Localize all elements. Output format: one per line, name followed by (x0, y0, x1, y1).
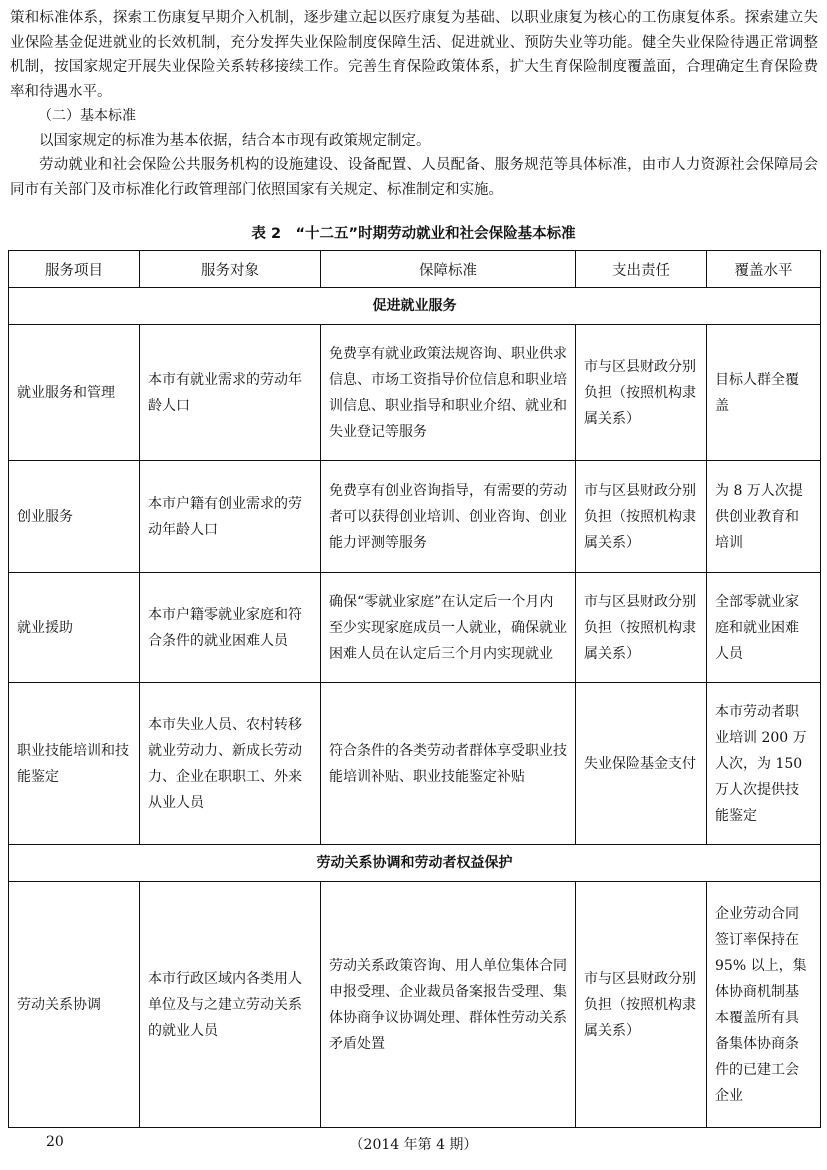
table-row (9, 461, 821, 573)
cell-target: 本市失业人员、农村转移就业劳动力、新成长劳动力、企业在职职工、外来从业人员 (140, 683, 321, 845)
header-expense-responsibility: 支出责任 (576, 251, 707, 288)
cell-standard: 免费享有就业政策法规咨询、职业供求信息、市场工资指导价位信息和职业培训信息、职业指导和职业介绍、就业和失业登记等服务 (321, 325, 576, 461)
cell-item: 就业援助 (9, 573, 140, 683)
cell-coverage: 本市劳动者职业培训 200 万人次，为 150 万人次提供技能鉴定 (707, 683, 821, 845)
header-service-target: 服务对象 (140, 251, 321, 288)
cell-item: 劳动关系协调 (9, 882, 140, 1128)
intro-text (10, 6, 818, 202)
intro-paragraph-3: 劳动就业和社会保险公共服务机构的设施建设、设备配置、人员配备、服务规范等具体标准，由市人力资源社会保障局会同市有关部门及市标准化行政管理部门依照国家有关规定、标准制定和实施。 (10, 157, 818, 198)
cell-item: 职业技能培训和技能鉴定 (9, 683, 140, 845)
cell-coverage: 目标人群全覆盖 (707, 325, 821, 461)
table-row (9, 683, 821, 845)
table-row (9, 882, 821, 1128)
section-labor-relations: 劳动关系协调和劳动者权益保护 (9, 845, 821, 882)
issue-label: （2014 年第 4 期） (349, 1137, 478, 1153)
cell-coverage: 全部零就业家庭和就业困难人员 (707, 573, 821, 683)
cell-responsibility: 失业保险基金支付 (576, 683, 707, 845)
intro-paragraph-1: 策和标准体系，探索工伤康复早期介入机制，逐步建立起以医疗康复为基础、以职业康复为核心的工伤康复体系。探索建立失业保险基金促进就业的长效机制，充分发挥失业保险制度保障生活、促进就业、预防失业等功能。健全失业保险待遇正常调整机制，按国家规定开展失业保险关系转移接续工作。完善生育保险政策体系，扩大生育保险制度覆盖面，合理确定生育保险费率和待遇水平。 (10, 10, 818, 100)
page-number: 20 (46, 1134, 64, 1150)
section-employment-services: 促进就业服务 (9, 288, 821, 325)
section-row (9, 845, 821, 882)
cell-target: 本市有就业需求的劳动年龄人口 (140, 325, 321, 461)
intro-paragraph-2: 以国家规定的标准为基本依据，结合本市现有政策规定制定。 (39, 132, 431, 149)
section-heading: （二）基本标准 (38, 108, 136, 124)
section-row (9, 288, 821, 325)
cell-coverage: 为 8 万人次提供创业教育和培训 (707, 461, 821, 573)
standards-table (8, 250, 821, 1128)
cell-standard: 确保“零就业家庭”在认定后一个月内至少实现家庭成员一人就业，确保就业困难人员在认定后三个月内实现就业 (321, 573, 576, 683)
header-guarantee-standard: 保障标准 (321, 251, 576, 288)
cell-responsibility: 市与区县财政分别负担（按照机构隶属关系） (576, 573, 707, 683)
cell-target: 本市行政区域内各类用人单位及与之建立劳动关系的就业人员 (140, 882, 321, 1128)
table-caption: 表 2 “十二五”时期劳动就业和社会保险基本标准 (251, 226, 576, 242)
cell-item: 就业服务和管理 (9, 325, 140, 461)
table-row (9, 325, 821, 461)
header-service-item: 服务项目 (9, 251, 140, 288)
cell-standard: 免费享有创业咨询指导，有需要的劳动者可以获得创业培训、创业咨询、创业能力评测等服务 (321, 461, 576, 573)
cell-item: 创业服务 (9, 461, 140, 573)
cell-target: 本市户籍零就业家庭和符合条件的就业困难人员 (140, 573, 321, 683)
header-coverage-level: 覆盖水平 (707, 251, 821, 288)
cell-standard: 劳动关系政策咨询、用人单位集体合同申报受理、企业裁员备案报告受理、集体协商争议协调处理、群体性劳动关系矛盾处置 (321, 882, 576, 1128)
cell-responsibility: 市与区县财政分别负担（按照机构隶属关系） (576, 461, 707, 573)
table-row (9, 573, 821, 683)
cell-coverage: 企业劳动合同签订率保持在 95% 以上，集体协商机制基本覆盖所有具备集体协商条件的已建工会企业 (707, 882, 821, 1128)
cell-responsibility: 市与区县财政分别负担（按照机构隶属关系） (576, 882, 707, 1128)
cell-responsibility: 市与区县财政分别负担（按照机构隶属关系） (576, 325, 707, 461)
cell-target: 本市户籍有创业需求的劳动年龄人口 (140, 461, 321, 573)
table-header-row (9, 251, 821, 288)
cell-standard: 符合条件的各类劳动者群体享受职业技能培训补贴、职业技能鉴定补贴 (321, 683, 576, 845)
